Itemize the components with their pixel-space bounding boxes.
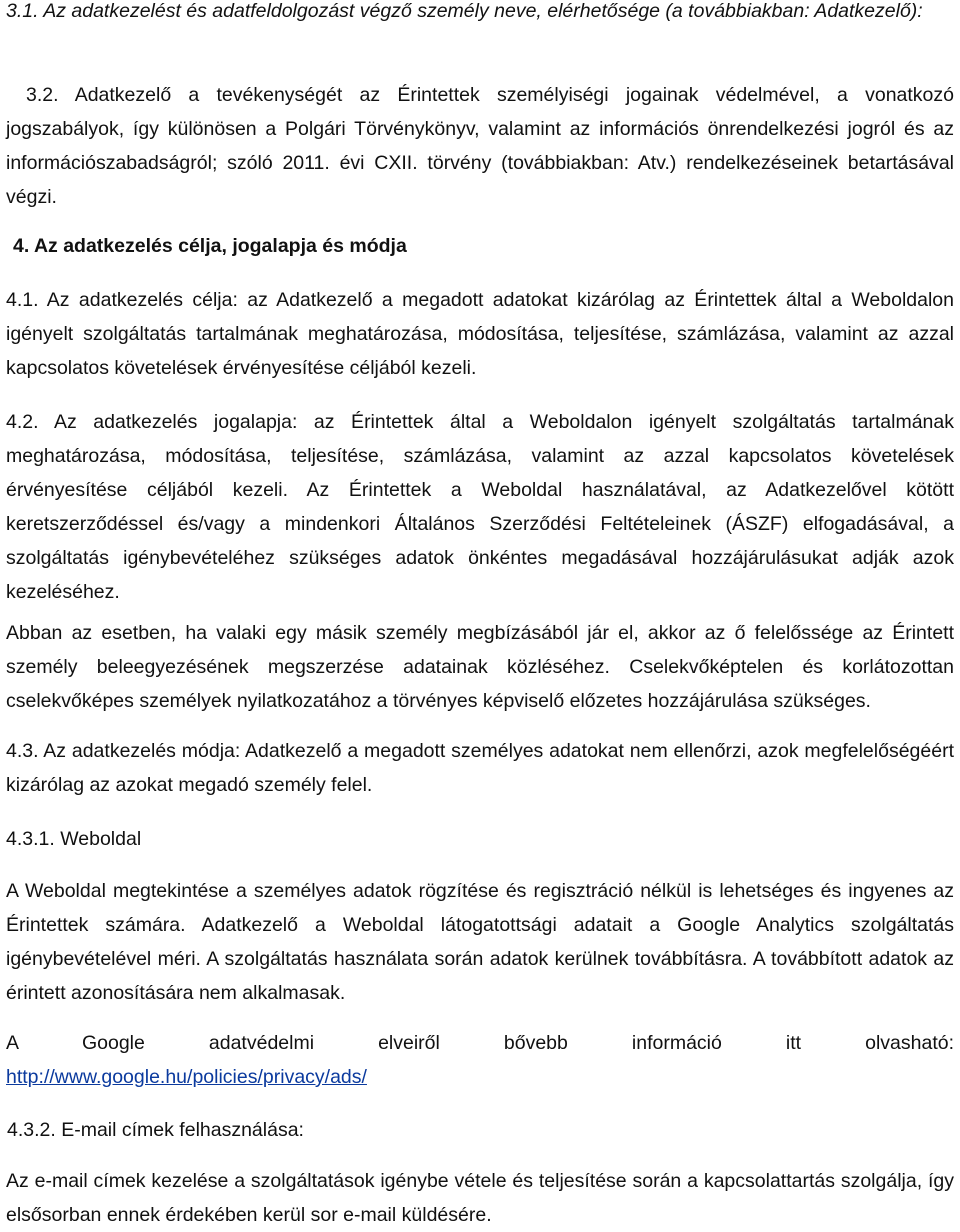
paragraph-4-1: 4.1. Az adatkezelés célja: az Adatkezelő a megadott adatokat kizárólag az Érintettek által a Weboldalon igényelt szolgáltatás tartalmának meghatározása, módosítása, teljesítése, számlázása, valamint az azzal kapcsolatos követelések érvényesítése céljából kezeli. [6, 289, 954, 379]
paragraph-4-3: 4.3. Az adatkezelés módja: Adatkezelő a megadott személyes adatokat nem ellenőrzi, azok megfelelőségéért kizárólag az azokat megadó személy felel. [6, 740, 954, 796]
paragraph-3-1: 3.1. Az adatkezelést és adatfeldolgozást végző személy neve, elérhetősége (a továbbiakban: Adatkezelő): [6, 0, 923, 22]
paragraph-abban: Abban az esetben, ha valaki egy másik személy megbízásából jár el, akkor az ő felelőssége az Érintett személy beleegyezésének megszerzése adatainak közléséhez. Cselekvőképtelen és korlátozottan cselekvőképes személyek nyilatkozatához a törvényes képviselő előzetes hozzájárulása szükséges. [6, 622, 954, 712]
paragraph-weboldal: A Weboldal megtekintése a személyes adatok rögzítése és regisztráció nélkül is lehetséges és ingyenes az Érintettek számára. Adatkezelő a Weboldal látogatottsági adatait a Google Analytics szolgáltatás igénybevételével méri. A szolgáltatás használata során adatok kerülnek továbbításra. A továbbított adatok az érintett azonosítására nem alkalmasak. [6, 880, 954, 1004]
paragraph-3-2: 3.2. Adatkezelő a tevékenységét az Érintettek személyiségi jogainak védelmével, a vonatkozó jogszabályok, így különösen a Polgári Törvénykönyv, valamint az információs önrendelkezési jogról és az információszabadságról; szóló 2011. évi CXII. törvény (továbbiakban: Atv.) rendelkezéseinek betartásával végzi. [6, 84, 954, 208]
paragraph-email: Az e-mail címek kezelése a szolgáltatások igénybe vétele és teljesítése során a kapcsolattartás szolgálja, így elsősorban ennek érdekében kerül sor e-mail küldésére. [6, 1170, 954, 1226]
section-heading-4: 4. Az adatkezelés célja, jogalapja és módja [13, 235, 407, 257]
heading-4-3-2: 4.3.2. E-mail címek felhasználása: [7, 1119, 304, 1141]
heading-4-3-1: 4.3.1. Weboldal [6, 828, 142, 850]
paragraph-4-2: 4.2. Az adatkezelés jogalapja: az Érintettek által a Weboldalon igényelt szolgáltatás tartalmának meghatározása, módosítása, teljesítése, számlázása, valamint az azzal kapcsolatos követelések érvényesítése céljából kezeli. Az Érintettek a Weboldal használatával, az Adatkezelővel kötött keretszerződéssel és/vagy a mindenkori Általános Szerződési Feltételeinek (ÁSZF) elfogadásával, a szolgáltatás igénybevételéhez szükséges adatok önkéntes megadásával hozzájárulásukat adják azok kezeléséhez. [6, 411, 954, 603]
google-text: A Google adatvédelmi elveiről bővebb információ itt olvasható: [6, 1032, 954, 1054]
paragraph-google [6, 1026, 954, 1094]
google-privacy-link[interactable]: http://www.google.hu/policies/privacy/ads/ [6, 1066, 367, 1088]
